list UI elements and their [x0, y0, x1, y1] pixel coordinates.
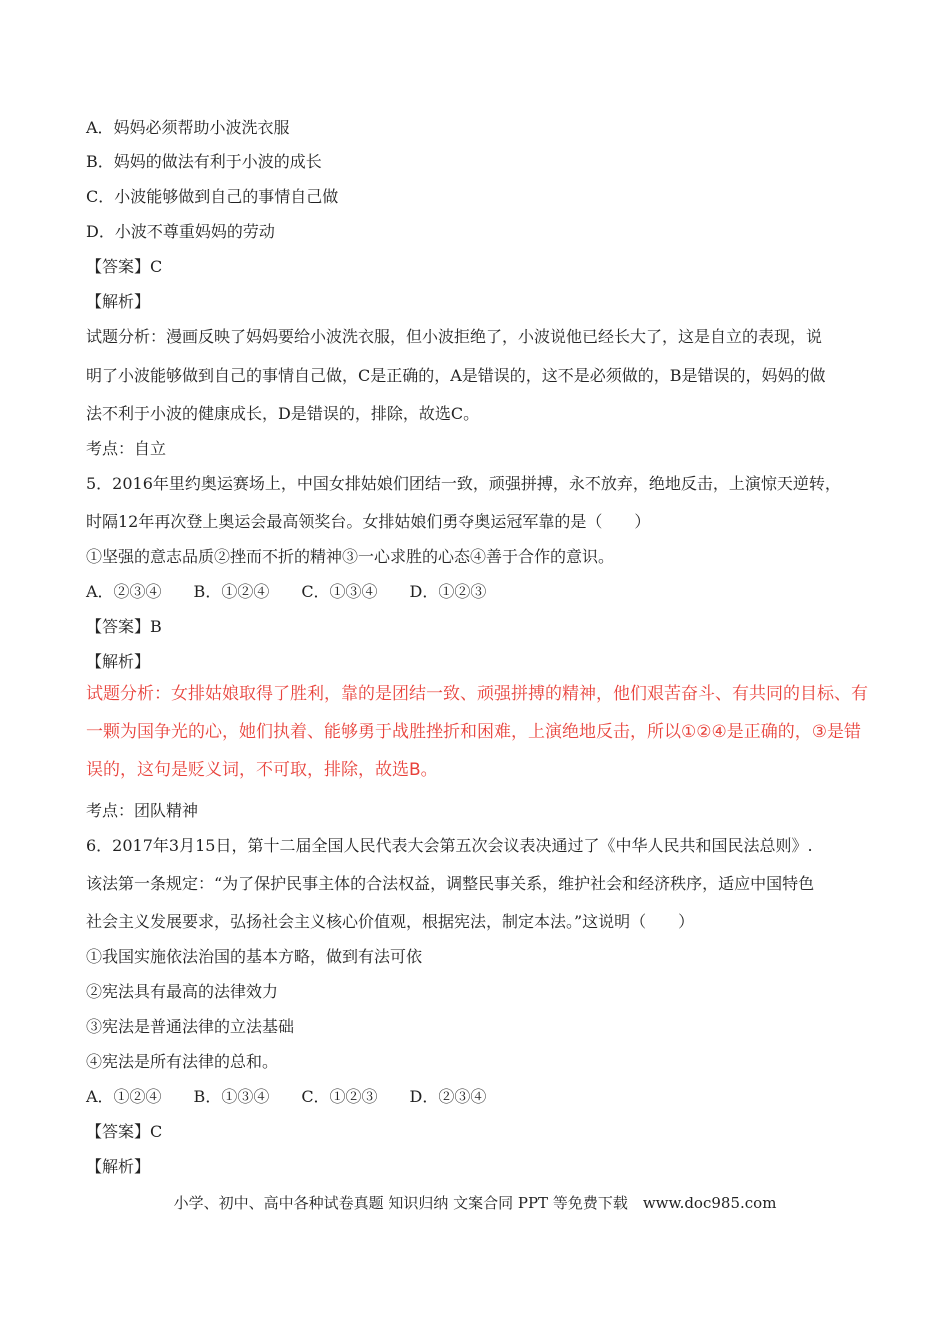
q4-option-b: B．妈妈的做法有利于小波的成长 — [86, 152, 322, 171]
q6-stem-line: 6．2017年3月15日，第十二届全国人民代表大会第五次会议表决通过了《中华人民共和国民法总则》. — [86, 836, 813, 855]
q5-analysis-line: 误的，这句是贬义词，不可取，排除，故选B。 — [86, 760, 438, 780]
q6-analysis-label: 【解析】 — [86, 1157, 151, 1176]
q5-analysis-line: 一颗为国争光的心，她们执着、能够勇于战胜挫折和困难，上演绝地反击，所以①②④是正确的，③是错 — [86, 722, 861, 742]
q4-analysis-line: 明了小波能够做到自己的事情自己做，C是正确的，A是错误的，这不是必须做的，B是错误的，妈妈的做 — [86, 366, 826, 385]
q4-option-d: D．小波不尊重妈妈的劳动 — [86, 222, 275, 241]
q5-stem-line: 时隔12年再次登上奥运会最高领奖台。女排姑娘们勇夺奥运冠军靠的是（ ） — [86, 512, 651, 531]
q5-choices: A．②③④ B．①②④ C．①③④ D．①②③ — [86, 582, 487, 601]
q4-knowledge-point: 考点：自立 — [86, 439, 167, 458]
q6-item: ④宪法是所有法律的总和。 — [86, 1052, 279, 1071]
q6-answer: 【答案】C — [86, 1122, 163, 1141]
q5-stem-line: 5．2016年里约奥运赛场上，中国女排姑娘们团结一致，顽强拼搏，永不放弃，绝地反击，上演惊天逆转， — [86, 474, 841, 493]
q5-knowledge-point: 考点：团队精神 — [86, 801, 199, 820]
page-footer: 小学、初中、高中各种试卷真题 知识归纳 文案合同 PPT 等免费下载 www.doc985.com — [173, 1194, 777, 1212]
q6-item: ③宪法是普通法律的立法基础 — [86, 1017, 295, 1036]
q6-item: ①我国实施依法治国的基本方略，做到有法可依 — [86, 947, 423, 966]
q6-stem-line: 该法第一条规定：“为了保护民事主体的合法权益，调整民事关系，维护社会和经济秩序，适应中国特色 — [86, 874, 815, 893]
q5-analysis-label: 【解析】 — [86, 652, 151, 671]
q4-analysis-label: 【解析】 — [86, 292, 151, 311]
q4-option-c: C．小波能够做到自己的事情自己做 — [86, 187, 339, 206]
q6-stem-line: 社会主义发展要求，弘扬社会主义核心价值观，根据宪法，制定本法。”这说明（ ） — [86, 912, 695, 931]
q4-answer: 【答案】C — [86, 257, 163, 276]
q4-analysis-line: 法不利于小波的健康成长，D是错误的，排除，故选C。 — [86, 404, 480, 423]
q5-analysis-line: 试题分析：女排姑娘取得了胜利，靠的是团结一致、顽强拼搏的精神，他们艰苦奋斗、有共同的目标、有 — [86, 684, 868, 704]
q6-item: ②宪法具有最高的法律效力 — [86, 982, 279, 1001]
q4-analysis-line: 试题分析：漫画反映了妈妈要给小波洗衣服，但小波拒绝了，小波说他已经长大了，这是自立的表现，说 — [86, 327, 823, 346]
q6-choices: A．①②④ B．①③④ C．①②③ D．②③④ — [86, 1087, 487, 1106]
q4-option-a: A．妈妈必须帮助小波洗衣服 — [86, 118, 290, 137]
q5-items: ①坚强的意志品质②挫而不折的精神③一心求胜的心态④善于合作的意识。 — [86, 547, 615, 566]
q5-answer: 【答案】B — [86, 617, 162, 636]
